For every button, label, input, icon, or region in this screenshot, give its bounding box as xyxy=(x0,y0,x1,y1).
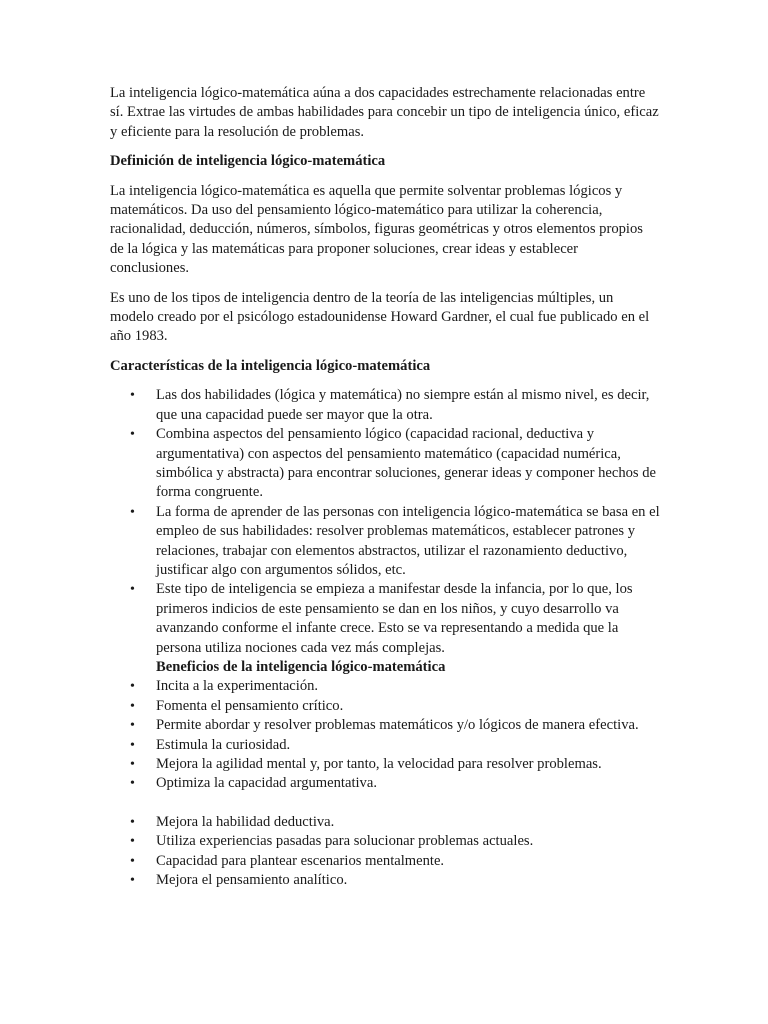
bullet-icon: • xyxy=(130,427,135,443)
definition-heading: Definición de inteligencia lógico-matemática xyxy=(110,153,386,170)
list-item xyxy=(110,871,660,890)
list-item xyxy=(110,755,660,774)
list-spacer xyxy=(110,794,660,813)
list-item xyxy=(110,425,660,503)
bullet-icon: • xyxy=(130,679,135,695)
list-item-text: Incita a la experimentación. xyxy=(156,678,319,695)
bullet-icon: • xyxy=(130,388,135,404)
list-item xyxy=(110,580,660,658)
list-item-text: Mejora la agilidad mental y, por tanto, la velocidad para resolver problemas. xyxy=(156,756,602,772)
list-item xyxy=(110,852,660,871)
definition-paragraph-1: La inteligencia lógico-matemática es aquella que permite solventar problemas lógicos y matemáticos. Da uso del pensamiento lógico-matemático para utilizar la coherencia, racionalidad, deducción, números, símbolos, figuras geométricas y otros elementos propios de la lógica y las matemáticas para proponer soluciones, crear ideas y establecer conclusiones. xyxy=(110,182,643,277)
list-item xyxy=(110,503,660,581)
benefits-list-continued xyxy=(110,813,660,891)
list-item xyxy=(110,386,660,425)
benefits-list xyxy=(110,677,660,793)
list-item-text: Estimula la curiosidad. xyxy=(156,736,291,753)
list-item-text: Este tipo de inteligencia se empieza a manifestar desde la infancia, por lo que, los primeros indicios de este pensamiento se dan en los niños, y cuyo desarrollo va avanzando conforme el infante crece. Esto se va representando a medida que la persona utiliza nociones cada vez más complejas. xyxy=(156,581,633,656)
intro-paragraph: La inteligencia lógico-matemática aúna a dos capacidades estrechamente relacionadas entre sí. Extrae las virtudes de ambas habilidades para concebir un tipo de inteligencia único, eficaz y eficiente para la resolución de problemas. xyxy=(110,85,659,140)
bullet-icon: • xyxy=(130,504,135,520)
list-item xyxy=(110,774,660,793)
list-item xyxy=(110,736,660,755)
list-item xyxy=(110,716,660,735)
bullet-icon: • xyxy=(130,834,135,850)
list-item-text: Combina aspectos del pensamiento lógico (capacidad racional, deductiva y argumentativa) con aspectos del pensamiento matemático (capacidad numérica, simbólica y abstracta) para encontrar soluciones, generar ideas y componer hechos de forma congruente. xyxy=(156,426,657,501)
bullet-icon: • xyxy=(130,737,135,753)
list-item-text: La forma de aprender de las personas con inteligencia lógico-matemática se basa en el empleo de sus habilidades: resolver problemas matemáticos, establecer patrones y relaciones, trabajar con elementos abstractos, utilizar el razonamiento deductivo, justificar algo con argumentos sólidos, etc. xyxy=(156,503,660,578)
benefits-heading: Beneficios de la inteligencia lógico-matemática xyxy=(156,658,446,675)
list-item-text: Las dos habilidades (lógica y matemática) no siempre están al mismo nivel, es decir, que una capacidad puede ser mayor que la otra. xyxy=(156,387,650,423)
bullet-icon: • xyxy=(130,757,135,772)
list-item-text: Fomenta el pensamiento crítico. xyxy=(156,697,344,714)
characteristics-heading: Características de la inteligencia lógico-matemática xyxy=(110,357,431,374)
bullet-icon: • xyxy=(130,582,135,598)
bullet-icon: • xyxy=(130,718,135,734)
list-item xyxy=(110,697,660,716)
bullet-icon: • xyxy=(130,873,135,889)
list-item xyxy=(110,813,660,832)
list-item-text: Permite abordar y resolver problemas matemáticos y/o lógicos de manera efectiva. xyxy=(156,717,639,734)
definition-paragraph-2: Es uno de los tipos de inteligencia dentro de la teoría de las inteligencias múltiples, un modelo creado por el psicólogo estadounidense Howard Gardner, el cual fue publicado en el año 1983. xyxy=(110,289,650,345)
bullet-icon: • xyxy=(130,814,135,830)
list-item-text: Capacidad para plantear escenarios mentalmente. xyxy=(156,852,445,869)
bullet-icon: • xyxy=(130,776,135,792)
bullet-icon: • xyxy=(130,853,135,869)
list-item-text: Optimiza la capacidad argumentativa. xyxy=(156,775,377,792)
document-page xyxy=(110,84,660,890)
bullet-icon: • xyxy=(130,698,135,714)
list-item xyxy=(110,832,660,851)
list-item xyxy=(110,677,660,696)
characteristics-list xyxy=(110,386,660,658)
list-item-text: Mejora la habilidad deductiva. xyxy=(156,813,335,830)
list-item-text: Utiliza experiencias pasadas para solucionar problemas actuales. xyxy=(156,833,534,850)
list-item-text: Mejora el pensamiento analítico. xyxy=(156,872,348,889)
